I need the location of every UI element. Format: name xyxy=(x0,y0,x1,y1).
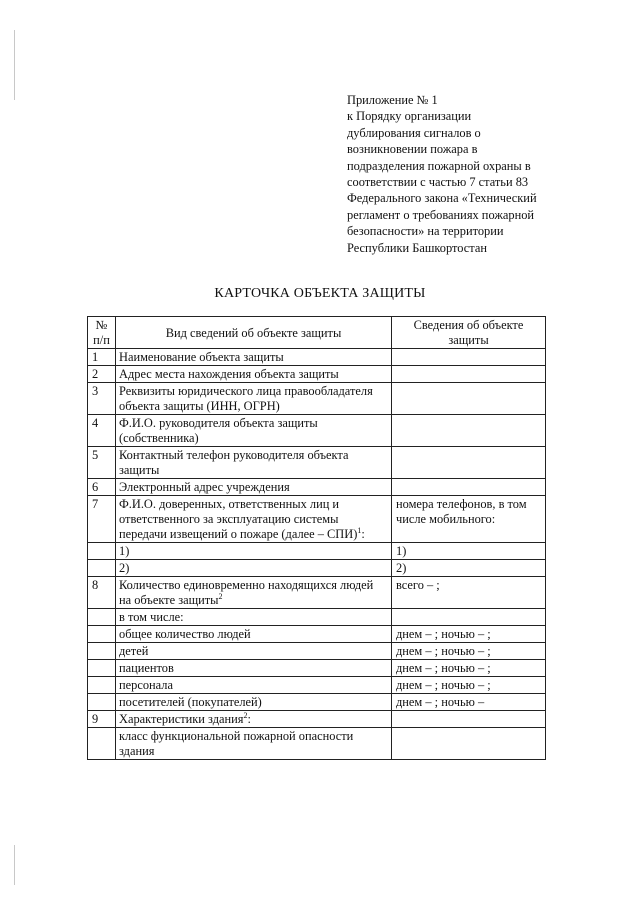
row-number: 7 xyxy=(88,496,116,543)
appendix-line: безопасности» на территории xyxy=(347,224,504,239)
row-number: 1 xyxy=(88,349,116,366)
row-value xyxy=(392,415,546,447)
table-row xyxy=(88,609,546,626)
row-label-text: Ф.И.О. доверенных, ответственных лиц и ответственного за эксплуатацию системы передачи извещений о пожаре (далее – СПИ) xyxy=(119,497,358,541)
table-row xyxy=(88,560,546,577)
row-label: Электронный адрес учреждения xyxy=(116,479,392,496)
row-number xyxy=(88,626,116,643)
row-label: детей xyxy=(116,643,392,660)
table-row xyxy=(88,383,546,415)
row-label xyxy=(116,711,392,728)
row-value xyxy=(392,383,546,415)
appendix-line: регламент о требованиях пожарной xyxy=(347,207,535,222)
table-row xyxy=(88,543,546,560)
object-card-table xyxy=(87,316,546,760)
row-value: днем – ; ночью – ; xyxy=(392,626,546,643)
row-number xyxy=(88,609,116,626)
row-label: пациентов xyxy=(116,660,392,677)
row-label: 1) xyxy=(116,543,392,560)
row-label xyxy=(116,577,392,609)
table-row xyxy=(88,415,546,447)
row-value: днем – ; ночью – ; xyxy=(392,677,546,694)
row-number: 3 xyxy=(88,383,116,415)
table-row xyxy=(88,626,546,643)
appendix-note xyxy=(347,92,587,256)
row-label: Реквизиты юридического лица правообладателя объекта защиты (ИНН, ОГРН) xyxy=(116,383,392,415)
row-value: днем – ; ночью – ; xyxy=(392,660,546,677)
row-number: 9 xyxy=(88,711,116,728)
row-value xyxy=(392,447,546,479)
row-label-text: Характеристики здания xyxy=(119,712,244,726)
row-label: Наименование объекта защиты xyxy=(116,349,392,366)
table-row xyxy=(88,479,546,496)
row-value: 1) xyxy=(392,543,546,560)
table-row xyxy=(88,728,546,760)
row-value: всего – ; xyxy=(392,577,546,609)
appendix-line: дублирования сигналов о xyxy=(347,125,481,140)
table-row xyxy=(88,496,546,543)
row-value: номера телефонов, в том числе мобильного: xyxy=(392,496,546,543)
appendix-line: Приложение № 1 xyxy=(347,93,438,107)
appendix-line: возникновении пожара в xyxy=(347,142,478,157)
table-row xyxy=(88,349,546,366)
row-number: 6 xyxy=(88,479,116,496)
row-value: 2) xyxy=(392,560,546,577)
row-label: в том числе: xyxy=(116,609,392,626)
row-label-colon: : xyxy=(361,527,365,541)
appendix-line: соответствии с частью 7 статьи 83 xyxy=(347,175,529,190)
document-title: КАРТОЧКА ОБЪЕКТА ЗАЩИТЫ xyxy=(214,286,426,301)
table-row xyxy=(88,711,546,728)
row-number: 5 xyxy=(88,447,116,479)
table-row xyxy=(88,577,546,609)
row-number xyxy=(88,643,116,660)
table-row xyxy=(88,694,546,711)
row-number xyxy=(88,560,116,577)
row-number: 2 xyxy=(88,366,116,383)
row-value xyxy=(392,366,546,383)
row-number xyxy=(88,543,116,560)
table-row xyxy=(88,660,546,677)
footnote-marker: 1 xyxy=(357,525,362,535)
table-row xyxy=(88,447,546,479)
row-number xyxy=(88,728,116,760)
row-label: персонала xyxy=(116,677,392,694)
table-row xyxy=(88,677,546,694)
row-number xyxy=(88,677,116,694)
row-value xyxy=(392,479,546,496)
table-row xyxy=(88,366,546,383)
appendix-line: подразделения пожарной охраны в xyxy=(347,158,531,173)
scan-edge-bottom xyxy=(14,845,15,885)
row-number xyxy=(88,660,116,677)
row-label: Ф.И.О. руководителя объекта защиты (собственника) xyxy=(116,415,392,447)
appendix-line: Федерального закона «Технический xyxy=(347,191,537,206)
table-row xyxy=(88,643,546,660)
row-label-text: Количество единовременно находящихся людей на объекте защиты xyxy=(119,578,374,607)
row-label: Адрес места нахождения объекта защиты xyxy=(116,366,392,383)
row-value xyxy=(392,349,546,366)
row-label: общее количество людей xyxy=(116,626,392,643)
scan-edge-top xyxy=(14,30,15,100)
row-label: посетителей (покупателей) xyxy=(116,694,392,711)
row-label: Контактный телефон руководителя объекта защиты xyxy=(116,447,392,479)
appendix-line: Республики Башкортостан xyxy=(347,240,487,255)
header-number: № п/п xyxy=(88,317,116,349)
row-label: класс функциональной пожарной опасности здания xyxy=(116,728,392,760)
row-value: днем – ; ночью – xyxy=(392,694,546,711)
row-label-colon: : xyxy=(247,712,251,726)
row-label: 2) xyxy=(116,560,392,577)
row-number: 8 xyxy=(88,577,116,609)
row-label xyxy=(116,496,392,543)
appendix-line: к Порядку организации xyxy=(347,109,472,124)
row-value xyxy=(392,609,546,626)
header-kind: Вид сведений об объекте защиты xyxy=(116,317,392,349)
row-number xyxy=(88,694,116,711)
row-value xyxy=(392,711,546,728)
header-info: Сведения об объекте защиты xyxy=(392,317,546,349)
table-header-row xyxy=(88,317,546,349)
row-value xyxy=(392,728,546,760)
row-value: днем – ; ночью – ; xyxy=(392,643,546,660)
footnote-marker: 2 xyxy=(218,591,223,601)
footnote-marker: 2 xyxy=(243,710,248,720)
row-number: 4 xyxy=(88,415,116,447)
